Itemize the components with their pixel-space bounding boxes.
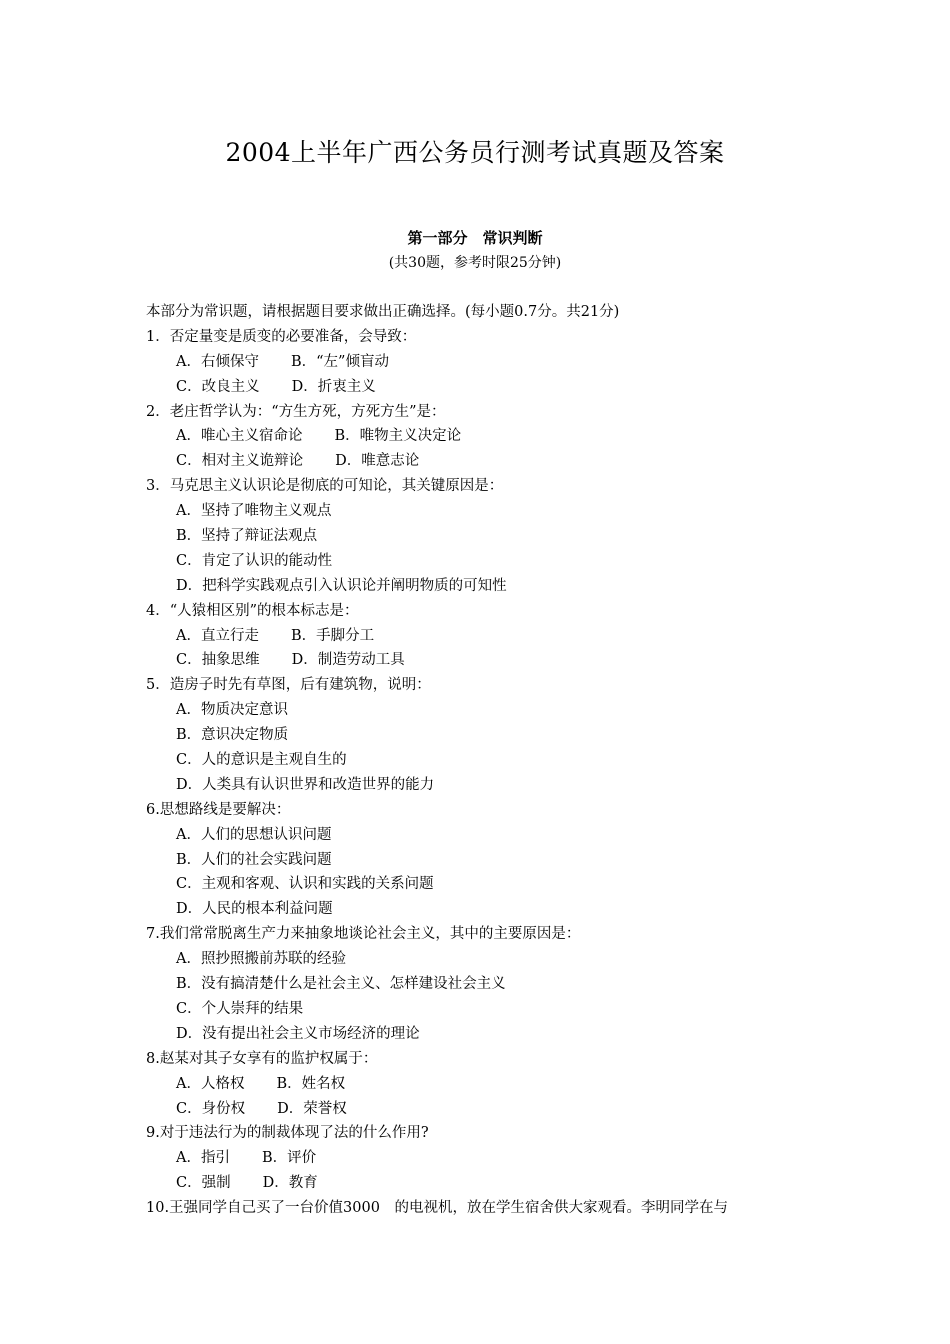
- option: D．人民的根本利益问题: [176, 901, 333, 918]
- question-stem: 8.赵某对其子女享有的监护权属于：: [146, 1050, 378, 1067]
- option: B．评价: [261, 1150, 317, 1167]
- option: A．人格权: [176, 1075, 245, 1092]
- option: D．把科学实践观点引入认识论并阐明物质的可知性: [176, 577, 507, 594]
- option-row: [146, 848, 836, 873]
- option: D．折衷主义: [291, 378, 376, 395]
- option: D．没有提出社会主义市场经济的理论: [176, 1025, 420, 1042]
- option-row: [146, 499, 836, 524]
- option: B．手脚分工: [290, 627, 375, 644]
- section-title: 第一部分 常识判断: [407, 229, 543, 247]
- option-row: [146, 424, 836, 449]
- option-row: [146, 1097, 836, 1122]
- option-row: [146, 375, 836, 400]
- option-row: [146, 1022, 836, 1047]
- option: C．肯定了认识的能动性: [176, 552, 333, 569]
- section-instructions: 本部分为常识题，请根据题目要求做出正确选择。(每小题0.7分。共21分): [146, 304, 620, 320]
- option: B．意识决定物质: [176, 727, 289, 744]
- question-stem: 4．“人猿相区别”的根本标志是：: [146, 602, 359, 619]
- option-row: [146, 947, 836, 972]
- option-row: [146, 624, 836, 649]
- option: A．右倾保守: [176, 353, 259, 370]
- option: A．人们的思想认识问题: [176, 826, 332, 843]
- option: D．制造劳动工具: [291, 652, 405, 669]
- option-row: [146, 997, 836, 1022]
- question-stem: 9.对于违法行为的制裁体现了法的什么作用?: [146, 1125, 429, 1142]
- option-row: [146, 524, 836, 549]
- option: C．相对主义诡辩论: [176, 453, 304, 470]
- option: D．荣誉权: [277, 1100, 347, 1117]
- option-row: [146, 823, 836, 848]
- option: A．物质决定意识: [176, 702, 288, 719]
- question-list: [146, 300, 836, 1221]
- option: B．唯物主义决定论: [334, 428, 462, 445]
- option: A．照抄照搬前苏联的经验: [176, 951, 346, 968]
- document-title: 2004上半年广西公务员行测考试真题及答案: [225, 138, 725, 167]
- option: C．抽象思维: [176, 652, 260, 669]
- question-stem: 3．马克思主义认识论是彻底的可知论，其关键原因是：: [146, 478, 504, 495]
- question-stem: 6.思想路线是要解决：: [146, 801, 291, 818]
- option: B．坚持了辩证法观点: [176, 528, 318, 545]
- option: D．人类具有认识世界和改造世界的能力: [176, 776, 435, 793]
- option-row: [146, 350, 836, 375]
- option: B．“左”倾盲动: [290, 353, 389, 370]
- option: A．唯心主义宿命论: [176, 428, 303, 445]
- option-row: [146, 748, 836, 773]
- option-row: [146, 1171, 836, 1196]
- option: B．姓名权: [276, 1075, 346, 1092]
- option-row: [146, 972, 836, 997]
- option-row: [146, 449, 836, 474]
- option: C．改良主义: [176, 378, 260, 395]
- option: D．唯意志论: [335, 453, 420, 470]
- question-stem: 5．造房子时先有草图，后有建筑物，说明：: [146, 677, 431, 694]
- option-row: [146, 698, 836, 723]
- question-stem: 7.我们常常脱离生产力来抽象地谈论社会主义，其中的主要原因是：: [146, 926, 581, 943]
- option-row: [146, 897, 836, 922]
- option: C．主观和客观、认识和实践的关系问题: [176, 876, 434, 893]
- option-row: [146, 723, 836, 748]
- option-row: [146, 648, 836, 673]
- option: B．没有搞清楚什么是社会主义、怎样建设社会主义: [176, 976, 506, 993]
- question-stem: 2．老庄哲学认为：“方生方死，方死方生”是：: [146, 403, 446, 420]
- option: A．指引: [176, 1150, 230, 1167]
- option: D．教育: [262, 1175, 318, 1192]
- option: C．人的意识是主观自生的: [176, 752, 347, 769]
- section-note: (共30题，参考时限25分钟): [388, 255, 562, 271]
- option: A．坚持了唯物主义观点: [176, 503, 332, 520]
- option: C．个人崇拜的结果: [176, 1000, 304, 1017]
- question-stem: 1．否定量变是质变的必要准备，会导致：: [146, 328, 417, 345]
- option-row: [146, 549, 836, 574]
- option: A．直立行走: [176, 627, 259, 644]
- option: C．强制: [176, 1175, 231, 1192]
- option-row: [146, 773, 836, 798]
- option-row: [146, 872, 836, 897]
- option: C．身份权: [176, 1100, 246, 1117]
- option: B．人们的社会实践问题: [176, 851, 332, 868]
- option-row: [146, 1072, 836, 1097]
- question-stem: 10.王强同学自己买了一台价值3000 的电视机，放在学生宿舍供大家观看。李明同学在与: [146, 1200, 728, 1217]
- option-row: [146, 574, 836, 599]
- option-row: [146, 1146, 836, 1171]
